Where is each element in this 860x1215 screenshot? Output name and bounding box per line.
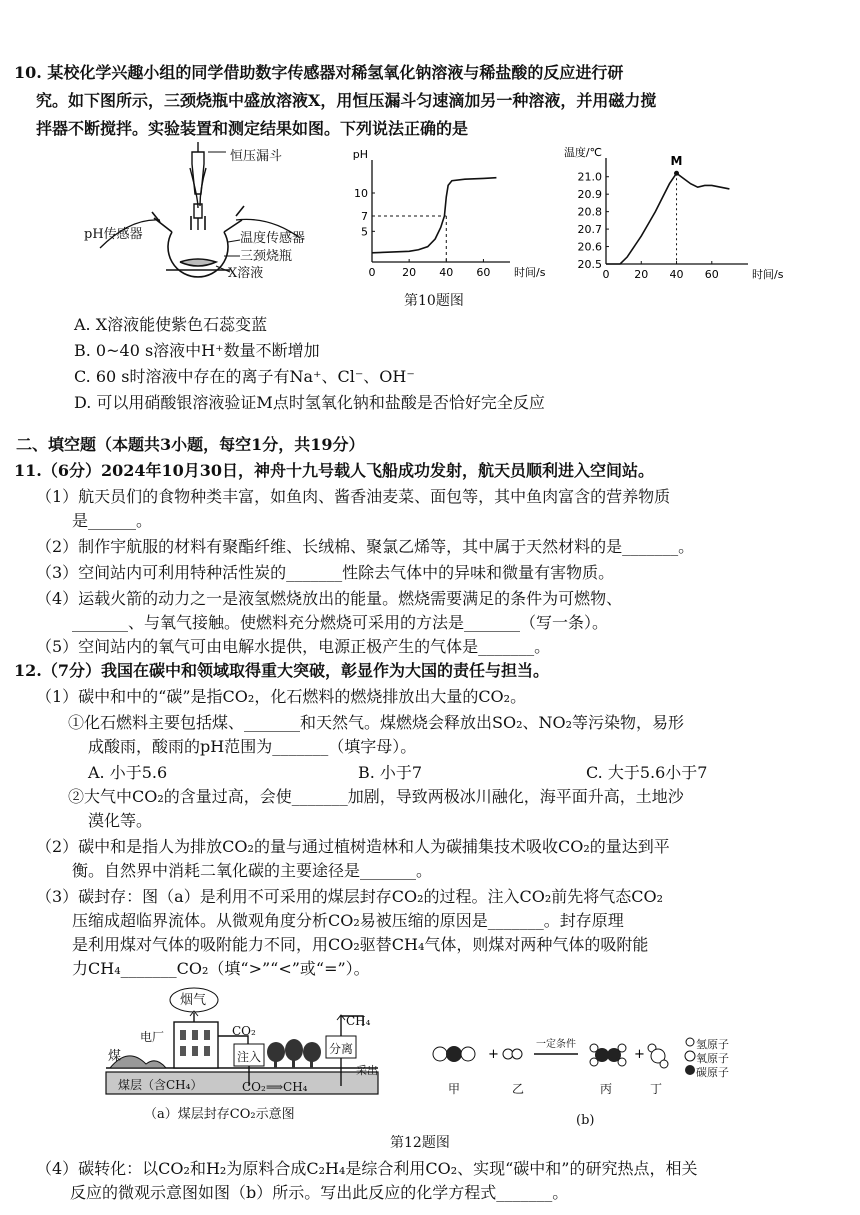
y-tick-label: 20.7 xyxy=(577,223,602,237)
q12-option-b[interactable]: B. 小于7 xyxy=(358,763,423,782)
x-tick-label: 20 xyxy=(402,266,417,279)
fig-b-caption: (b) xyxy=(576,1113,595,1128)
x-axis-label: 时间/s xyxy=(514,266,546,279)
oxygen-atom-icon xyxy=(433,1047,447,1061)
legend-carbon: 碳原子 xyxy=(696,1066,729,1079)
q11-part5: （5）空间站内的氧气可由电解水提供，电源正极产生的气体是_______。 xyxy=(36,637,551,656)
x-tick-label: 40 xyxy=(669,268,684,281)
y-tick-label: 20.9 xyxy=(577,188,602,202)
fig-a-seam: 煤层（含CH₄） xyxy=(118,1078,203,1092)
y-tick-label: 20.5 xyxy=(577,258,602,271)
y-tick-label: 5 xyxy=(361,225,368,239)
label-yi: 乙 xyxy=(512,1082,525,1096)
oxygen-atom-icon xyxy=(461,1047,475,1061)
y-tick-label: 20.6 xyxy=(577,240,602,254)
label-jia: 甲 xyxy=(448,1082,461,1096)
q10-option-b[interactable]: B. 0~40 s溶液中H⁺数量不断增加 xyxy=(74,341,320,360)
label-temp-sensor: 温度传感器 xyxy=(240,231,306,246)
fig-a-caption: （a）煤层封存CO₂示意图 xyxy=(144,1107,295,1122)
section-title: 二、填空题（本题共3小题，每空1分，共19分） xyxy=(16,435,365,454)
q11-part4b: _______、与氧气接触。使燃料充分燃烧可采用的方法是_______（写一条）。 xyxy=(72,613,609,632)
fig-a-swap: CO₂⟹CH₄ xyxy=(242,1080,308,1094)
q12-choice2a: ②大气中CO₂的含量过高，会使_______加剧，导致两极冰川融化，海平面升高，土地沙 xyxy=(68,787,684,806)
series-line xyxy=(606,173,729,264)
q12-part1: （1）碳中和中的“碳”是指CO₂，化石燃料的燃烧排放出大量的CO₂。 xyxy=(36,687,527,706)
svg-text:+: + xyxy=(488,1047,499,1062)
label-x-solution: X溶液 xyxy=(228,266,264,281)
x-tick-label: 20 xyxy=(634,268,649,281)
q12-part2b: 衡。自然界中消耗二氧化碳的主要途径是_______。 xyxy=(72,861,433,880)
q12-part3b: 压缩成超临界流体。从微观角度分析CO₂易被压缩的原因是_______。封存原理 xyxy=(72,911,624,930)
q10-line3: 拌器不断搅拌。实验装置和测定结果如图。下列说法正确的是 xyxy=(36,119,469,138)
x-tick-label: 0 xyxy=(368,266,376,279)
fig-a-co2: CO₂ xyxy=(232,1024,256,1038)
legend-hydrogen: 氢原子 xyxy=(696,1038,729,1051)
y-tick-label: 10 xyxy=(354,187,368,200)
q12-part3d: 力CH₄_______CO₂（填“>”“<”或“=”）。 xyxy=(72,959,370,978)
label-funnel: 恒压漏斗 xyxy=(230,149,283,164)
q12-choice1b: 成酸雨，酸雨的pH范围为_______（填字母）。 xyxy=(88,737,417,756)
funnel-icon xyxy=(190,142,206,230)
q12-part2a: （2）碳中和是指人为排放CO₂的量与通过植树造林和人为碳捕集技术吸收CO₂的量达到平 xyxy=(36,837,670,856)
q12-choice2b: 漠化等。 xyxy=(88,811,153,830)
x-axis-label: 时间/s xyxy=(752,268,784,281)
fig-a-plant: 电厂 xyxy=(140,1030,165,1044)
ph-chart xyxy=(340,144,550,286)
q11-part1a: （1）航天员们的食物种类丰富，如鱼肉、酱香油麦菜、面包等，其中鱼肉富含的营养物质 xyxy=(36,487,671,506)
y-axis-label: 温度/℃ xyxy=(563,146,602,159)
x-tick-label: 60 xyxy=(704,268,719,281)
q11-part1b: 是______。 xyxy=(72,511,153,530)
q12-option-c[interactable]: C. 大于5.6小于7 xyxy=(586,763,708,782)
q10-line2: 究。如下图所示，三颈烧瓶中盛放溶液X，用恒压漏斗匀速滴加另一种溶液，并用磁力搅 xyxy=(36,91,657,110)
q12-option-a[interactable]: A. 小于5.6 xyxy=(88,763,168,782)
y-tick-label: 20.8 xyxy=(577,205,602,219)
carbon-atom-icon xyxy=(446,1046,462,1062)
hydrogen-atom-icon xyxy=(512,1049,522,1059)
temperature-chart xyxy=(563,138,784,286)
q12-figure-caption: 第12题图 xyxy=(390,1135,450,1151)
y-tick-label: 7 xyxy=(361,210,368,223)
q11-part4a: （4）运载火箭的动力之一是液氢燃烧放出的能量。燃烧需要满足的条件为可燃物、 xyxy=(36,589,623,608)
x-tick-label: 60 xyxy=(476,266,491,279)
fig-a-inject: 注入 xyxy=(237,1050,262,1064)
q12-part4b: 反应的微观示意图如图（b）所示。写出此反应的化学方程式_______。 xyxy=(70,1183,569,1202)
x-tick-label: 40 xyxy=(439,266,454,279)
svg-text:+: + xyxy=(634,1047,645,1062)
fig-a-coal: 煤 xyxy=(108,1049,122,1064)
label-bing: 丙 xyxy=(600,1082,613,1096)
q11-part3: （3）空间站内可利用特种活性炭的_______性除去气体中的异味和微量有害物质。 xyxy=(36,563,615,582)
fig-a-smoke: 烟气 xyxy=(180,993,207,1008)
q10-figure-caption: 第10题图 xyxy=(404,293,464,309)
x-tick-label: 0 xyxy=(602,268,610,281)
label-ding: 丁 xyxy=(650,1082,663,1096)
fig-b-condition: 一定条件 xyxy=(536,1039,576,1050)
q10-line1: 10. 某校化学兴趣小组的同学借助数字传感器对稀氢氧化钠溶液与稀盐酸的反应进行研 xyxy=(14,63,624,82)
legend-oxygen: 氧原子 xyxy=(696,1052,729,1065)
trees-icon xyxy=(267,1039,321,1068)
q12-stem: 12.（7分）我国在碳中和领域取得重大突破，彰显作为大国的责任与担当。 xyxy=(14,661,549,680)
fig-a-ch4: CH₄ xyxy=(346,1014,371,1028)
q11-stem: 11.（6分）2024年10月30日，神舟十九号载人飞船成功发射，航天员顺利进入空间站。 xyxy=(14,461,655,480)
power-plant-icon xyxy=(174,1022,218,1068)
fig-a-mine: 采出 xyxy=(356,1064,378,1077)
series-line xyxy=(372,178,496,253)
q11-part2: （2）制作宇航服的材料有聚酯纤维、长绒棉、聚氯乙烯等，其中属于天然材料的是_______。 xyxy=(36,537,695,556)
fig-a-separate: 分离 xyxy=(329,1042,354,1056)
q12-part4a: （4）碳转化：以CO₂和H₂为原料合成C₂H₄是综合利用CO₂、实现“碳中和”的研究热点，相关 xyxy=(36,1159,698,1178)
label-m: M xyxy=(670,154,683,169)
label-ph-sensor: pH传感器 xyxy=(84,227,143,242)
q12-choice1a: ①化石燃料主要包括煤、_______和天然气。煤燃烧会释放出SO₂、NO₂等污染物，易形 xyxy=(68,713,685,732)
y-axis-label: pH xyxy=(352,148,368,161)
q10-option-d[interactable]: D. 可以用硝酸银溶液验证M点时氢氧化钠和盐酸是否恰好完全反应 xyxy=(74,393,545,412)
q10-option-c[interactable]: C. 60 s时溶液中存在的离子有Na⁺、Cl⁻、OH⁻ xyxy=(74,367,415,386)
q10-option-a[interactable]: A. X溶液能使紫色石蕊变蓝 xyxy=(74,315,268,334)
q12-part3c: 是利用煤对气体的吸附能力不同，用CO₂驱替CH₄气体，则煤对两种气体的吸附能 xyxy=(72,935,649,954)
y-tick-label: 21.0 xyxy=(577,170,602,184)
q12-part3a: （3）碳封存：图（a）是利用不可采用的煤层封存CO₂的过程。注入CO₂前先将气态CO₂ xyxy=(36,887,664,906)
label-flask: 三颈烧瓶 xyxy=(240,249,293,264)
